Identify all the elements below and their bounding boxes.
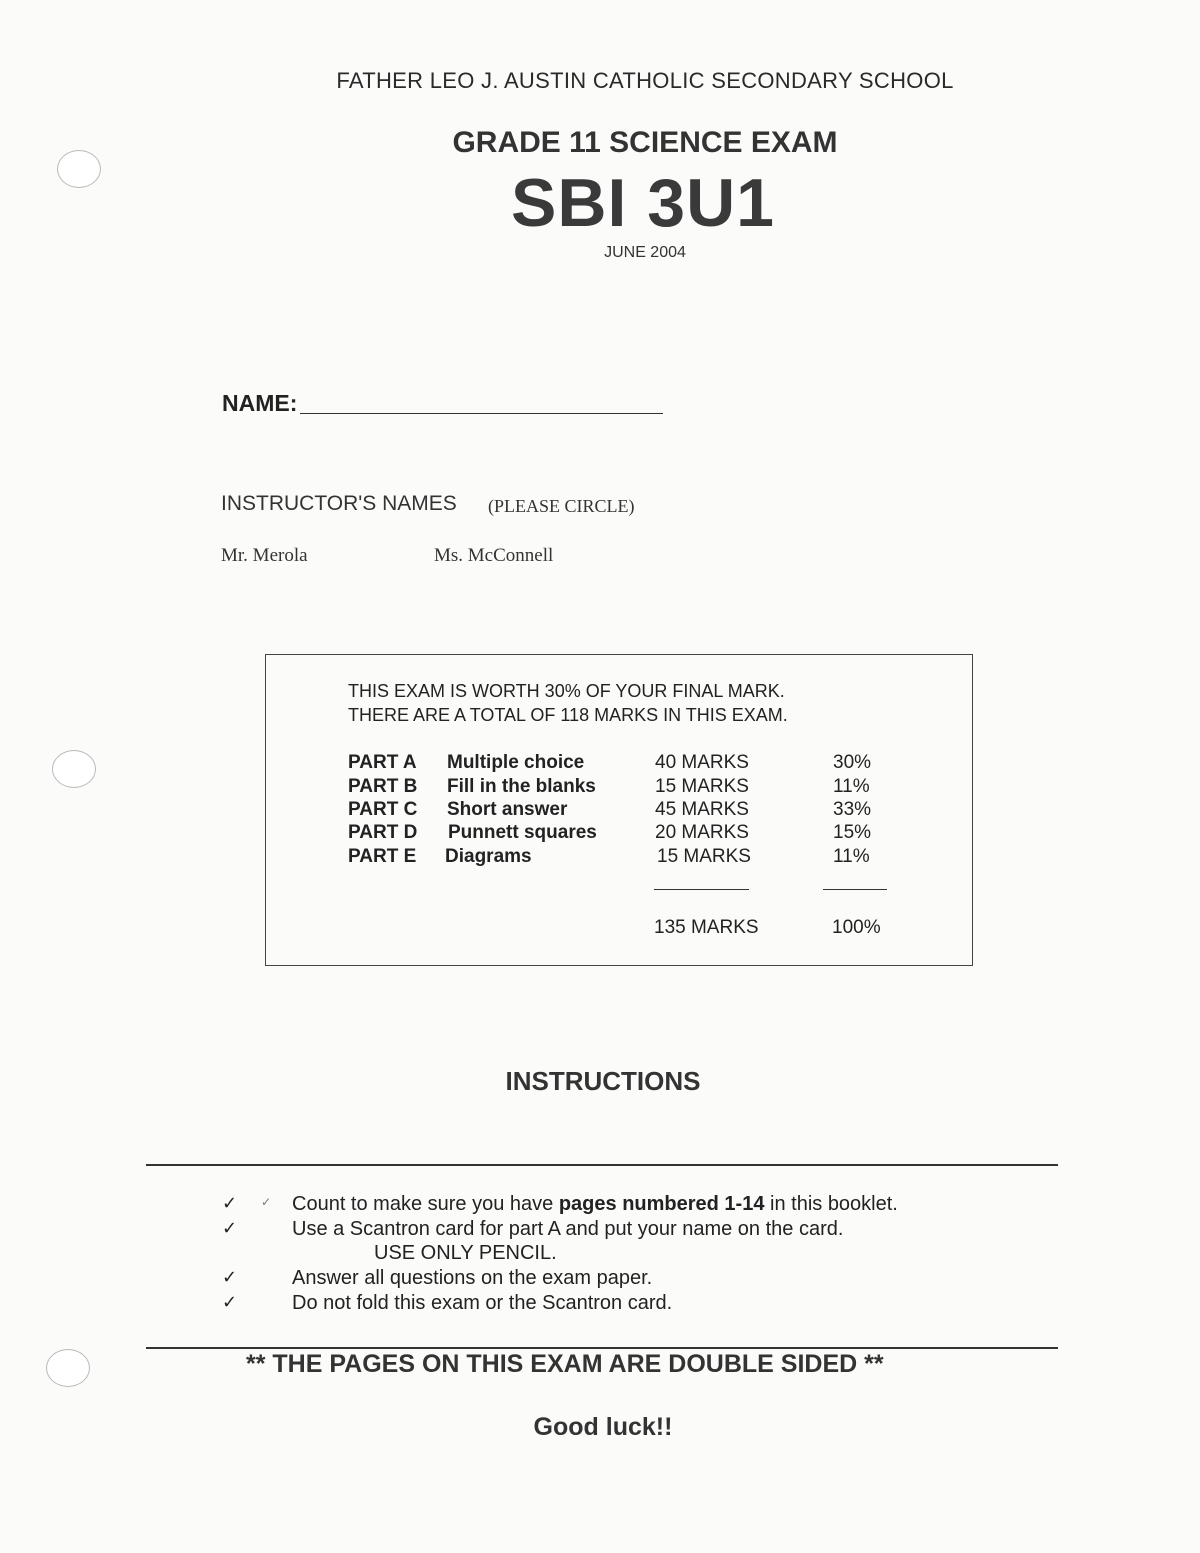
check-icon: ✓ [261,1195,272,1209]
part-percent: 11% [833,846,870,867]
instructor-option[interactable]: Mr. Merola [221,545,308,566]
instruction-text: Count to make sure you have [292,1193,559,1215]
part-percent: 33% [833,799,872,820]
part-marks: 40 MARKS [655,752,749,773]
instruction-item [292,1193,898,1216]
part-name: Diagrams [445,846,532,867]
part-name: Multiple choice [447,752,585,773]
check-icon: ✓ [222,1193,238,1213]
part-marks: 15 MARKS [655,776,749,797]
instruction-item: Do not fold this exam or the Scantron card. [292,1292,673,1314]
instructors-note: (PLEASE CIRCLE) [488,496,635,516]
part-name: Punnett squares [448,822,597,843]
part-percent: 30% [833,752,872,773]
part-name: Short answer [447,799,568,820]
instruction-item: Answer all questions on the exam paper. [292,1267,653,1289]
part-marks: 15 MARKS [657,846,751,867]
divider-top [146,1164,1058,1166]
school-name: FATHER LEO J. AUSTIN CATHOLIC SECONDARY SCHOOL [336,68,954,93]
part-marks: 45 MARKS [655,799,749,820]
exam-weight-text: THIS EXAM IS WORTH 30% OF YOUR FINAL MARK. [348,681,785,701]
exam-date: JUNE 2004 [604,244,686,261]
part-label: PART C [348,799,418,820]
exam-title: GRADE 11 SCIENCE EXAM [452,126,838,159]
percent-total-rule [823,889,887,890]
part-label: PART E [348,846,417,867]
instructions-heading: INSTRUCTIONS [505,1066,701,1096]
instruction-text: in this booklet. [764,1193,898,1215]
instruction-item: Use a Scantron card for part A and put your name on the card. [292,1218,844,1240]
part-label: PART D [348,822,418,843]
part-label: PART B [348,776,418,797]
closing-message: Good luck!! [533,1413,673,1441]
instructors-label: INSTRUCTOR'S NAMES [221,492,457,515]
punch-hole-bottom [46,1349,90,1387]
instructor-option[interactable]: Ms. McConnell [434,545,554,566]
part-percent: 15% [833,822,872,843]
part-label: PART A [348,752,417,773]
course-code: SBI 3U1 [511,165,775,241]
marks-total-rule [654,889,749,890]
total-marks-text: THERE ARE A TOTAL OF 118 MARKS IN THIS EXAM. [348,705,788,725]
instruction-item: USE ONLY PENCIL. [374,1242,557,1264]
punch-hole-middle [52,750,96,788]
check-icon: ✓ [222,1292,238,1312]
part-percent: 11% [833,776,870,797]
part-name: Fill in the blanks [447,776,596,797]
name-label: NAME: [222,390,298,416]
total-marks: 135 MARKS [654,917,759,938]
check-icon: ✓ [222,1218,238,1238]
name-field-line[interactable] [300,413,663,414]
total-percent: 100% [832,917,881,938]
divider-bottom [146,1347,1058,1349]
double-sided-notice: ** THE PAGES ON THIS EXAM ARE DOUBLE SIDED ** [246,1350,884,1378]
instruction-emphasis: pages numbered 1-14 [558,1193,765,1215]
part-marks: 20 MARKS [655,822,749,843]
check-icon: ✓ [222,1267,238,1287]
